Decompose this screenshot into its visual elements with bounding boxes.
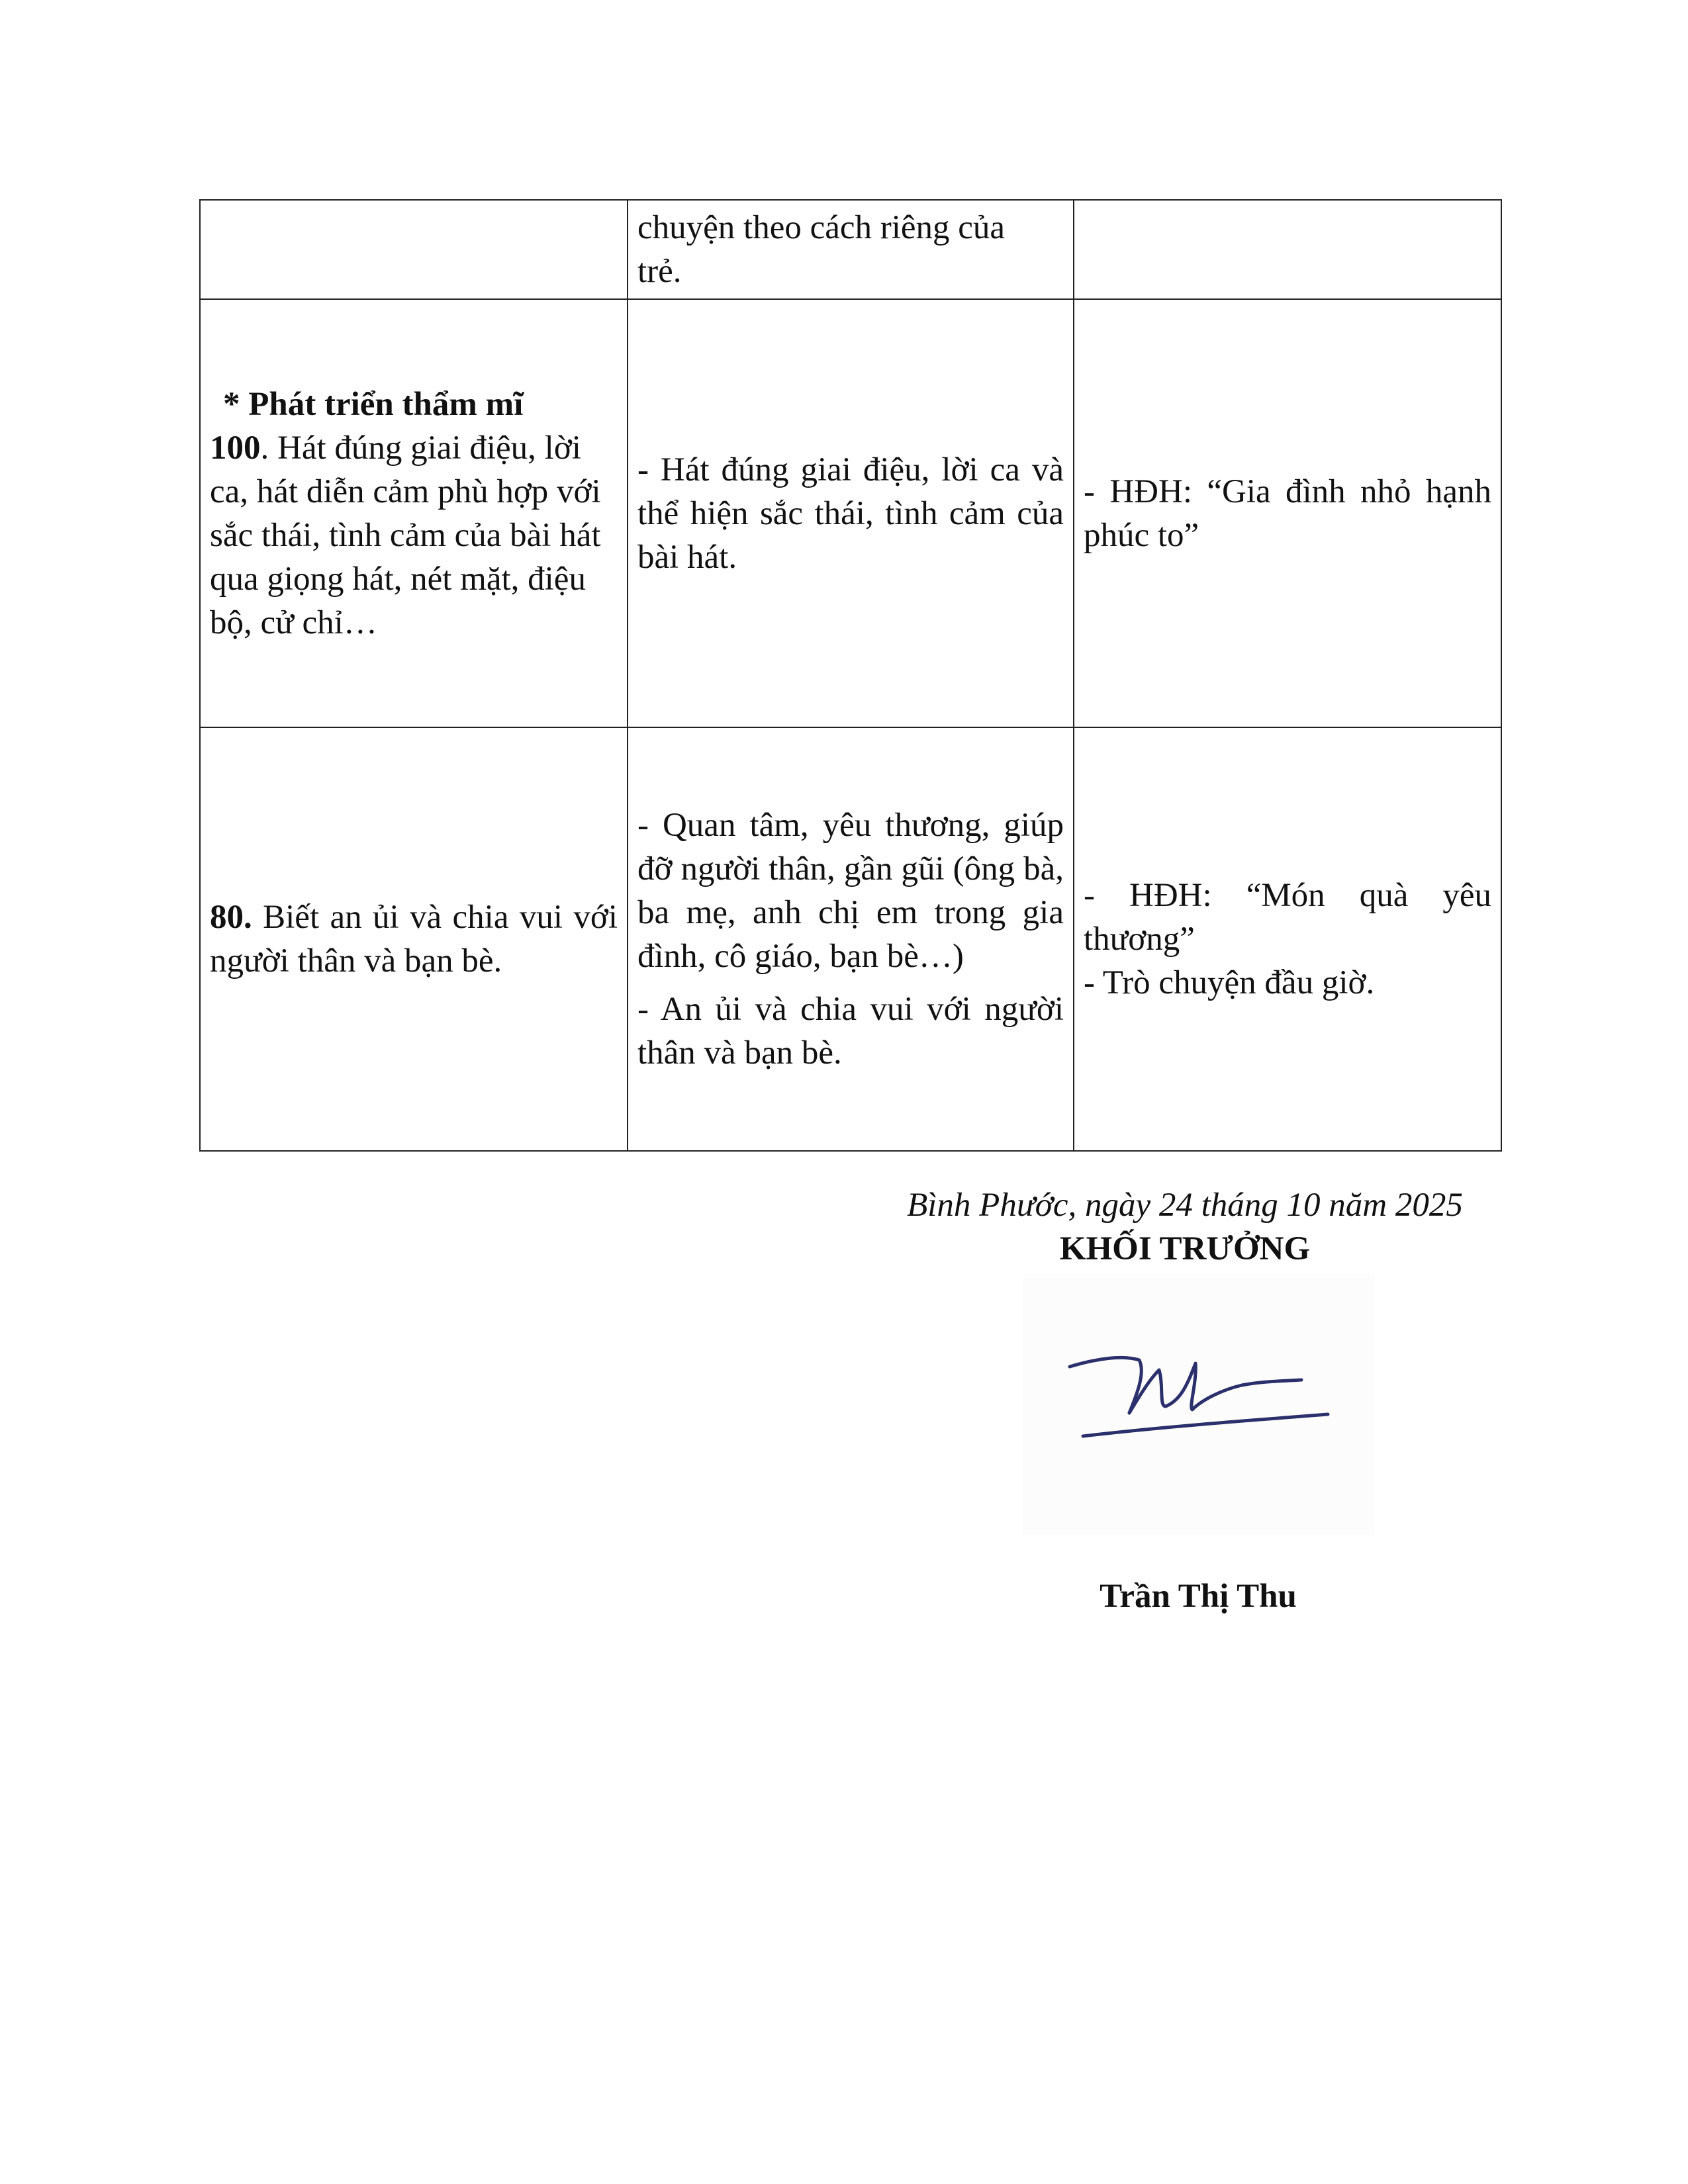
content-line: chuyện theo cách riêng của [637,209,1006,246]
table-row [200,299,1501,727]
signature-image [1023,1274,1374,1535]
cell-goal [200,299,628,727]
activity-text: - HĐH: “Gia đình nhỏ hạnh phúc to” [1084,473,1491,554]
signer-role: KHỐI TRƯỞNG [1059,1230,1311,1267]
section-heading: * Phát triển thẩm mĩ [223,385,524,423]
goal-description: Biết an ủi và chia vui với người thân và bạn bè. [210,899,618,979]
table-row [200,727,1501,1151]
content-line: trẻ. [637,253,682,290]
goal-number: 80. [210,899,252,936]
cell-goal [200,200,628,299]
signer-name: Trần Thị Thu [1100,1578,1297,1615]
date-line: Bình Phước, ngày 24 tháng 10 năm 2025 [907,1187,1463,1224]
goal-number: 100 [210,429,261,467]
content-text: - An ủi và chia vui với người thân và bạn bè. [637,991,1064,1071]
cell-content [628,200,1074,299]
cell-content [628,299,1074,727]
goal-description: . Hát đúng giai điệu, lời ca, hát diễn cảm phù hợp với sắc thái, tình cảm của bài hát qua giọng hát, nét mặt, điệu bộ, cử chỉ… [210,429,601,641]
table-row [200,200,1501,299]
goal-text [210,426,618,645]
cell-activity [1074,200,1501,299]
activity-text: - HĐH: “Món quà yêu thương” [1084,877,1491,958]
signature-stroke [1023,1274,1374,1535]
plan-table [199,199,1502,1152]
activity-text: - Trò chuyện đầu giờ. [1084,964,1375,1001]
content-text: - Hát đúng giai điệu, lời ca và thể hiện sắc thái, tình cảm của bài hát. [637,451,1064,576]
content-text: - Quan tâm, yêu thương, giúp đỡ người thân, gần gũi (ông bà, ba mẹ, anh chị em trong gia đình, cô giáo, bạn bè…) [637,807,1064,975]
cell-content [628,727,1074,1151]
cell-activity [1074,727,1501,1151]
goal-text [210,895,618,983]
cell-activity [1074,299,1501,727]
cell-goal [200,727,628,1151]
